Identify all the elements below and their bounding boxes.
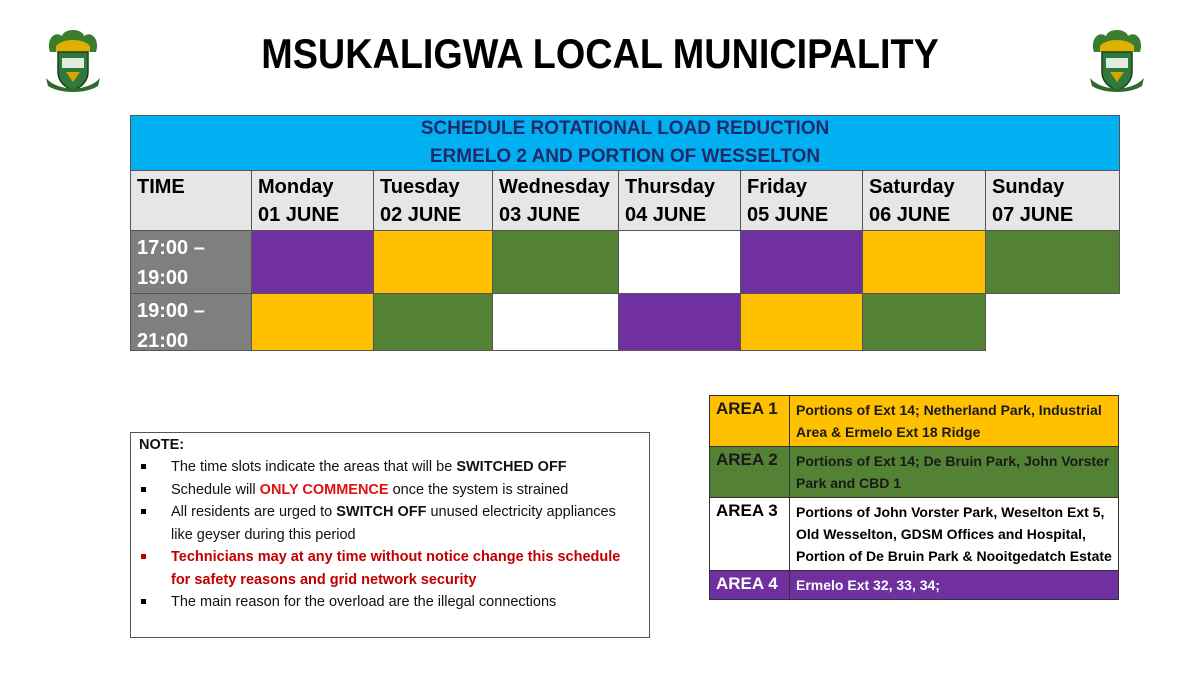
area-label: AREA 4	[709, 571, 790, 600]
schedule-heading-line2: ERMELO 2 AND PORTION OF WESSELTON	[429, 146, 821, 167]
slot-cell	[252, 294, 374, 351]
note-text: Technicians may at any time without notice change this schedule for safety reasons and grid network security	[171, 549, 621, 588]
slot-cell	[986, 231, 1120, 294]
day-date: 07 JUNE	[992, 204, 1074, 226]
day-date: 03 JUNE	[499, 204, 581, 226]
slot-cell	[252, 231, 374, 294]
day-name: Wednesday	[499, 176, 610, 198]
slot-cell	[863, 231, 986, 294]
day-header	[374, 171, 493, 231]
slot-end: 19:00	[137, 267, 189, 289]
day-header	[619, 171, 741, 231]
slot-cell	[741, 294, 863, 351]
note-text: Schedule will	[171, 481, 260, 498]
area-row	[709, 571, 1119, 600]
slot-cell	[374, 294, 493, 351]
load-reduction-schedule	[130, 115, 1120, 351]
note-text: The time slots indicate the areas that will be	[171, 459, 457, 475]
schedule-heading-line1: SCHEDULE ROTATIONAL LOAD REDUCTION	[420, 118, 830, 139]
slot-cell	[619, 294, 741, 351]
area-description: Portions of Ext 14; De Bruin Park, John Vorster Park and CBD 1	[790, 447, 1119, 498]
day-name: Thursday	[625, 176, 716, 198]
slot-end: 21:00	[137, 330, 189, 352]
slot-cell	[493, 231, 619, 294]
area-description: Portions of John Vorster Park, Weselton Ext 5, Old Wesselton, GDSM Offices and Hospital, Portion of De Bruin Park & Nooitgedatch Estate	[790, 498, 1119, 571]
slot-cell	[619, 231, 741, 294]
note-item	[139, 456, 641, 479]
day-header	[493, 171, 619, 231]
note-text: SWITCH OFF	[336, 504, 427, 520]
note-text: The main reason for the overload are the illegal connections	[171, 594, 557, 610]
day-header	[741, 171, 863, 231]
day-header	[863, 171, 986, 231]
note-box	[130, 432, 650, 638]
note-title: NOTE:	[139, 437, 185, 453]
page-title: MSUKALIGWA LOCAL MUNICIPALITY	[261, 30, 939, 77]
area-label: AREA 3	[709, 498, 790, 571]
slot-start: 17:00 –	[137, 237, 205, 259]
slot-cell	[986, 294, 1120, 351]
day-date: 01 JUNE	[258, 204, 340, 226]
area-row	[709, 395, 1119, 447]
note-text: unused electricity appliances like geyser during this period	[171, 504, 616, 543]
time-slot-label	[130, 294, 252, 351]
note-list	[139, 456, 641, 614]
area-description: Ermelo Ext 32, 33, 34;	[790, 571, 1119, 600]
day-header	[986, 171, 1120, 231]
day-name: Sunday	[992, 176, 1065, 198]
time-slot-label	[130, 231, 252, 294]
slot-cell	[374, 231, 493, 294]
time-slot-row	[130, 294, 1120, 351]
note-text: All residents are urged to	[171, 504, 337, 520]
area-legend	[709, 395, 1119, 600]
note-item	[139, 479, 641, 502]
area-label: AREA 1	[709, 395, 790, 447]
slot-cell	[863, 294, 986, 351]
day-date: 06 JUNE	[869, 204, 951, 226]
note-item	[139, 501, 641, 546]
day-name: Tuesday	[380, 176, 460, 198]
time-header: TIME	[130, 171, 252, 231]
slot-start: 19:00 –	[137, 300, 205, 322]
note-text: once the system is strained	[388, 481, 569, 498]
day-date: 04 JUNE	[625, 204, 707, 226]
note-item	[139, 546, 641, 591]
day-date: 05 JUNE	[747, 204, 829, 226]
slot-cell	[741, 231, 863, 294]
area-label: AREA 2	[709, 447, 790, 498]
time-slot-row	[130, 231, 1120, 294]
day-name: Saturday	[869, 176, 955, 198]
note-item	[139, 591, 641, 614]
day-name: Friday	[747, 176, 808, 198]
note-text: SWITCHED OFF	[456, 459, 567, 475]
schedule-banner	[130, 115, 1120, 171]
area-row	[709, 498, 1119, 571]
day-header	[252, 171, 374, 231]
day-date: 02 JUNE	[380, 204, 462, 226]
area-row	[709, 447, 1119, 498]
slot-cell	[493, 294, 619, 351]
area-description: Portions of Ext 14; Netherland Park, Industrial Area & Ermelo Ext 18 Ridge	[790, 395, 1119, 447]
note-text: ONLY COMMENCE	[259, 481, 389, 498]
day-name: Monday	[258, 176, 334, 198]
schedule-header-row	[130, 171, 1120, 231]
